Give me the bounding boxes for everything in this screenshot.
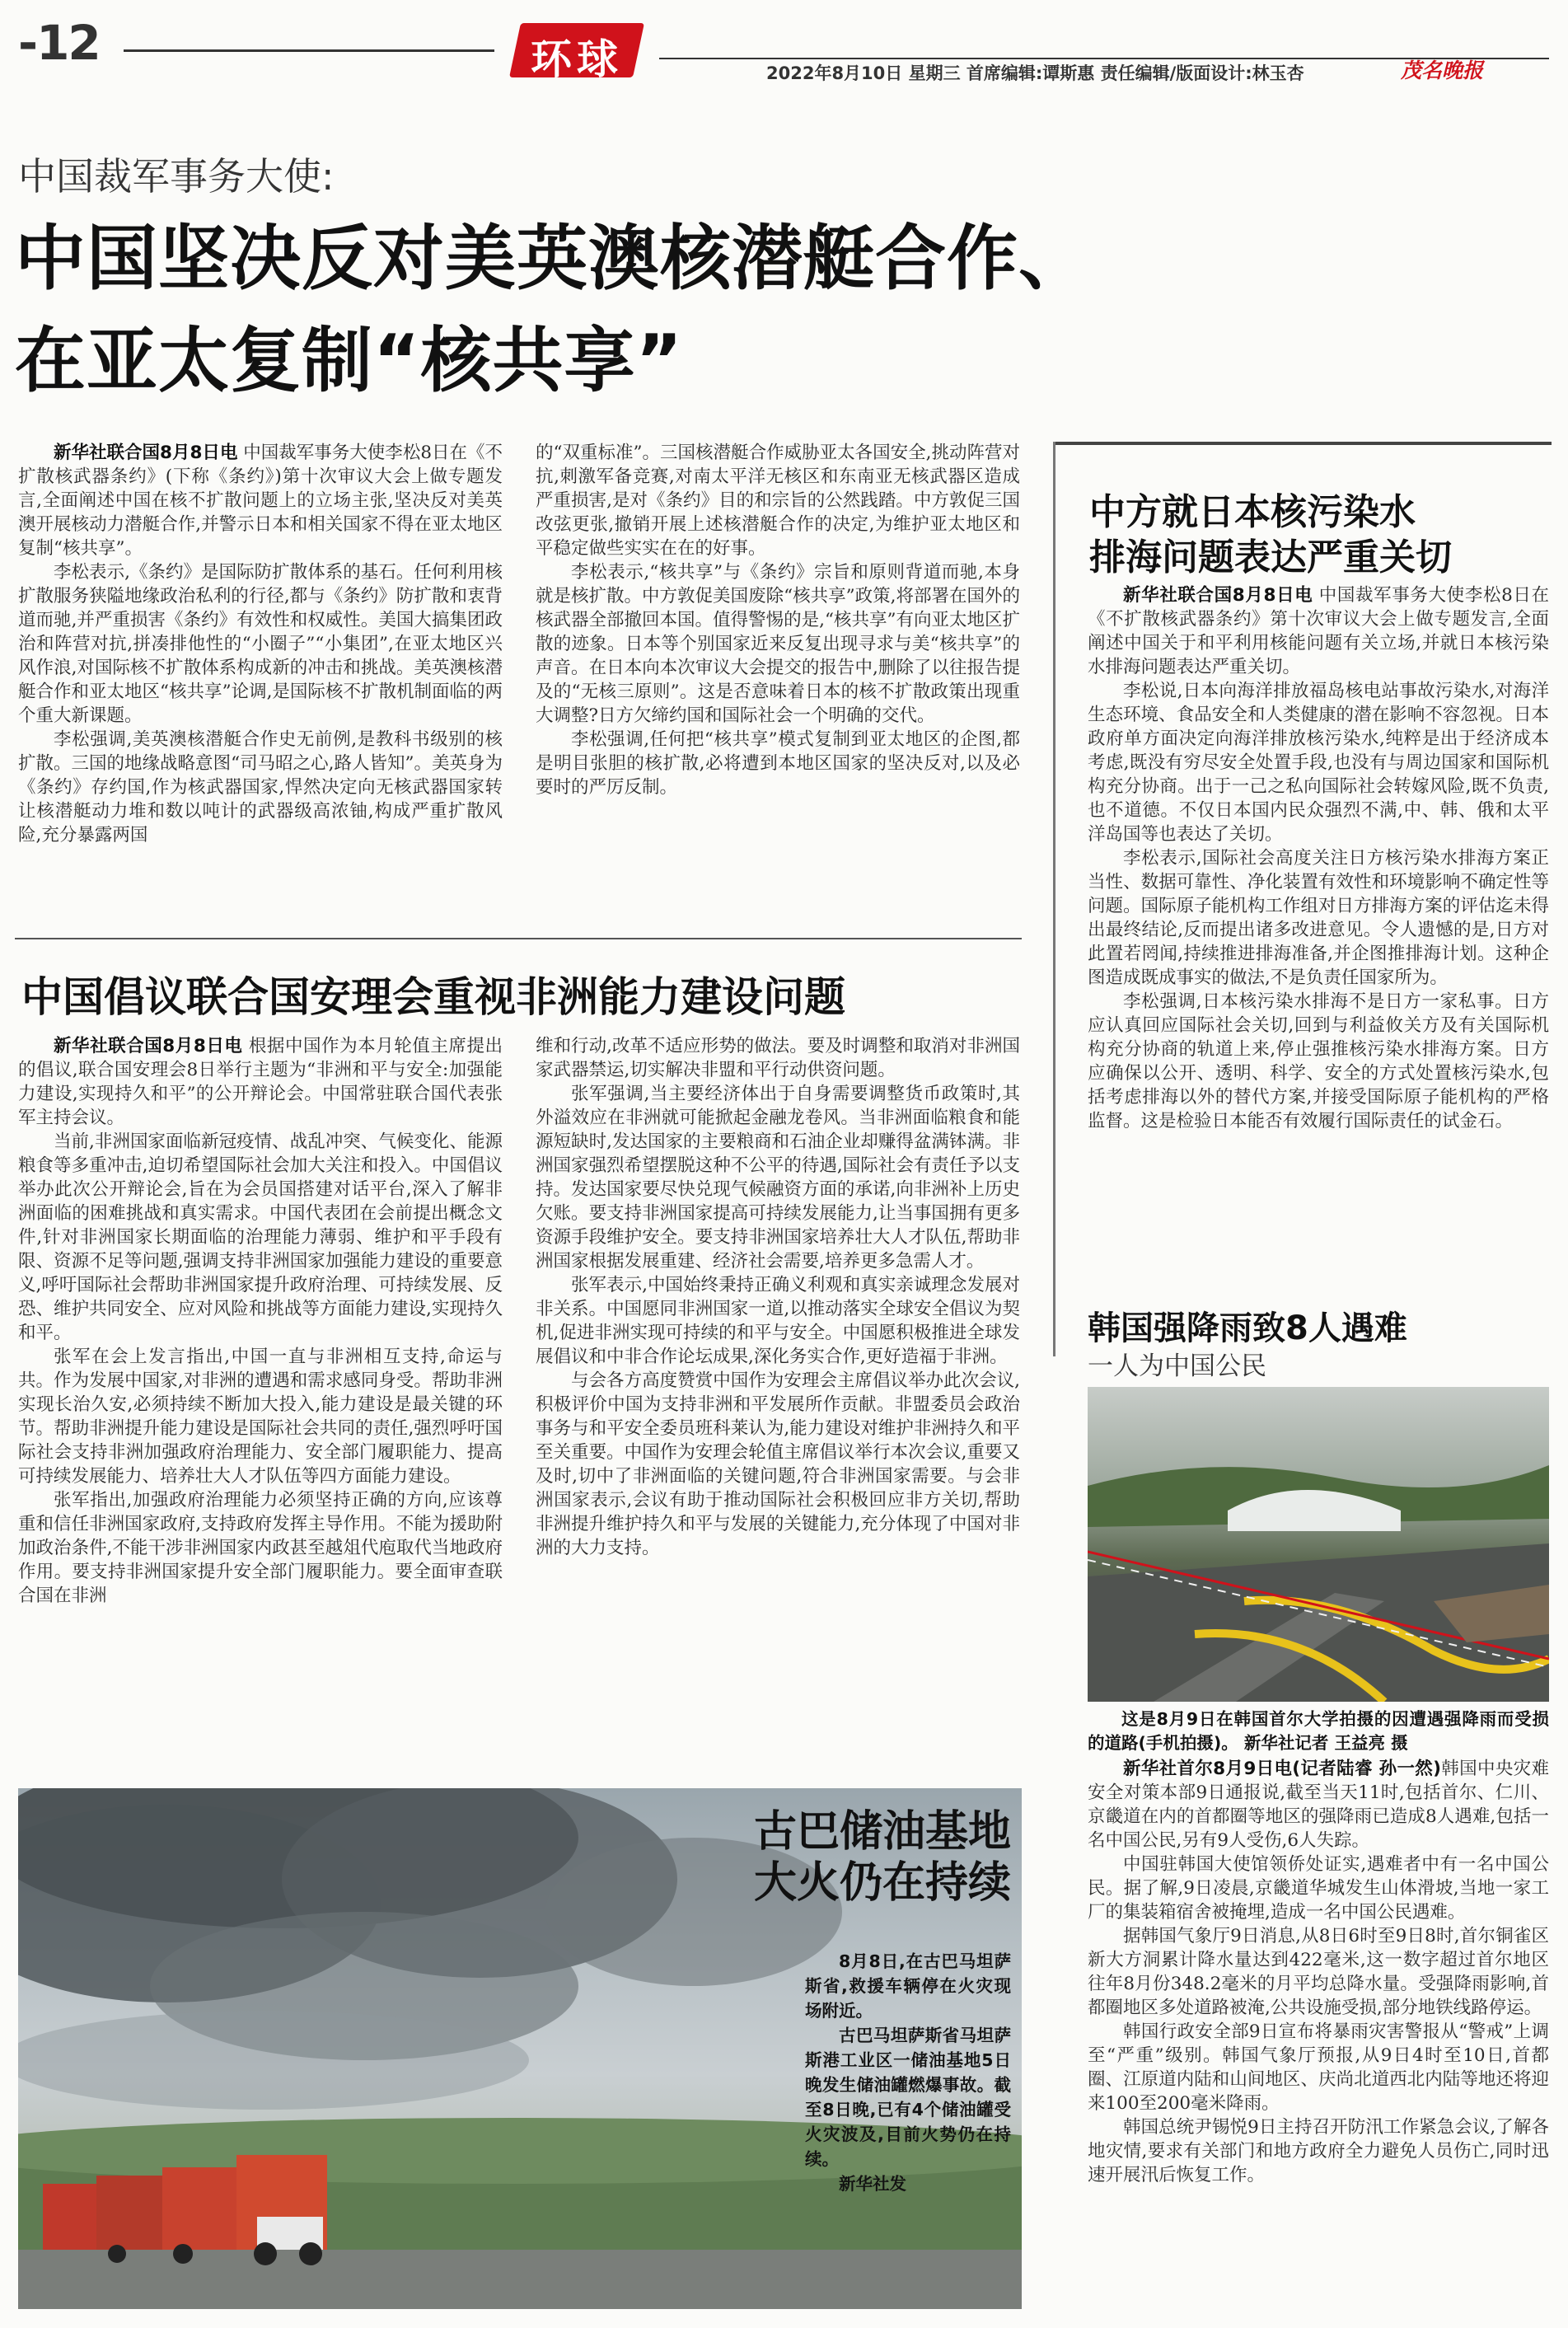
africa-para-5: 维和行动,改革不适应形势的做法。要及时调整和取消对非洲国家武器禁运,切实解决非盟和平行动供资问题。 — [536, 1036, 1020, 1080]
korea-para-2: 中国驻韩国大使馆领侨处证实,遇难者中有一名中国公民。据了解,9日凌晨,京畿道华城发生山体滑坡,当地一家工厂的集装箱宿舍被掩埋,造成一名中国公民遇难。 — [1088, 1854, 1549, 1923]
cuba-caption-2: 古巴马坦萨斯省马坦萨斯港工业区一储油基地5日晚发生储油罐燃爆事故。截至8日晚,已有4个储油罐受火灾波及,目前火势仍在持续。 — [805, 2026, 1011, 2169]
korea-photo-caption: 这是8月9日在韩国首尔大学拍摄的因遭遇强降雨而受损的道路(手机拍摄)。 新华社记者 王益亮 摄 — [1088, 1709, 1549, 1753]
divider-lead-africa — [15, 938, 1022, 939]
japan-dateline: 新华社联合国8月8日电 — [1123, 585, 1313, 606]
africa-dateline: 新华社联合国8月8日电 — [54, 1036, 243, 1056]
header-meta: 2022年8月10日 星期三 首席编辑:谭斯惠 责任编辑/版面设计:林玉杏 — [766, 63, 1304, 83]
cuba-headline-line2: 大火仍在持续 — [753, 1858, 1011, 1908]
japan-headline-line1: 中方就日本核污染水 — [1089, 491, 1416, 533]
lead-headline-line1: 中国坚决反对美英澳核潜艇合作、 — [15, 218, 1090, 300]
japan-headline-line2: 排海问题表达严重关切 — [1089, 536, 1452, 578]
africa-para-3: 张军在会上发言指出,中国一直与非洲相互支持,命运与共。作为发展中国家,对非洲的遭遇和需求感同身受。帮助非洲实现长治久安,必须持续不断加大投入,能力建设是最关键的环节。帮助非洲提升能力建设是国际社会共同的责任,强烈呼吁国际社会支持非洲加强政府治理能力、安全部门履职能力、提高可持续发展能力、培养壮大人才队伍等四方面能力建设。 — [18, 1347, 503, 1487]
korea-para-5: 韩国总统尹锡悦9日主持召开防汛工作紧急会议,了解各地灾情,要求有关部门和地方政府全力避免人员伤亡,同时迅速开展汛后恢复工作。 — [1088, 2117, 1550, 2185]
japan-para-1: 中国裁军事务大使李松8日在《不扩散核武器条约》第十次审议大会上做专题发言,全面阐述中国关于和平利用核能问题有关立场,并就日本核污染水排海问题表达严重关切。 — [1088, 585, 1550, 677]
section-badge — [515, 23, 639, 83]
africa-col2 — [536, 1034, 1020, 1560]
africa-para-4: 张军指出,加强政府治理能力必须坚持正确的方向,应该尊重和信任非洲国家政府,支持政府发挥主导作用。不能为援助附加政治条件,不能干涉非洲国家内政甚至越俎代庖取代当地政府作用。要支持非洲国家提升安全部门履职能力。要全面审查联合国在非洲 — [18, 1490, 503, 1606]
lead-col2 — [536, 441, 1020, 799]
japan-para-2: 李松说,日本向海洋排放福岛核电站事故污染水,对海洋生态环境、食品安全和人类健康的潜在影响不容忽视。日本政府单方面决定向海洋排放核污染水,纯粹是出于经济成本考虑,既没有穷尽安全处置手段,也没有与周边国家和国际机构充分协商。出于一己之私向国际社会转嫁风险,既不负责,也不道德。不仅日本国内民众强烈不满,中、韩、俄和太平洋岛国等也表达了关切。 — [1088, 681, 1549, 845]
page-number: -12 — [18, 15, 100, 71]
korea-para-1: 韩国中央灾难安全对策本部9日通报说,截至当天11时,包括首尔、仁川、京畿道在内的首都圈等地区的强降雨已造成8人遇难,包括一名中国公民,另有9人受伤,6人失踪。 — [1088, 1759, 1549, 1851]
korea-subhead: 一人为中国公民 — [1088, 1351, 1266, 1381]
cuba-caption-box — [805, 1949, 1011, 2196]
cuba-caption-credit: 新华社发 — [839, 2174, 906, 2194]
africa-para-6: 张军强调,当主要经济体出于自身需要调整货币政策时,其外溢效应在非洲就可能掀起金融龙卷风。当非洲面临粮食和能源短缺时,发达国家的主要粮商和石油企业却赚得盆满钵满。非洲国家强烈希望摆脱这种不公平的待遇,国际社会有责任予以支持。发达国家要尽快兑现气候融资方面的承诺,向非洲补上历史欠账。要支持非洲国家提高可持续发展能力,让当事国拥有更多资源手段维护安全。要支持非洲国家培养壮大人才队伍,帮助非洲国家根据发展重建、经济社会需要,培养更多急需人才。 — [536, 1084, 1020, 1272]
korea-photo — [1088, 1387, 1549, 1702]
lead-para-4: 的“双重标准”。三国核潜艇合作威胁亚太各国安全,挑动阵营对抗,刺激军备竞赛,对南太平洋无核区和东南亚无核武器区造成严重损害,是对《条约》目的和宗旨的公然践踏。中方敦促三国改弦更张,撤销开展上述核潜艇合作的决定,为维护亚太地区和平稳定做些实实在在的好事。 — [536, 443, 1020, 559]
korea-dateline: 新华社首尔8月9日电(记者陆睿 孙一然) — [1123, 1759, 1441, 1779]
lead-headline-line2: 在亚太复制“核共享” — [15, 320, 684, 402]
flooded-road-graphic — [1088, 1387, 1549, 1702]
africa-headline: 中国倡议联合国安理会重视非洲能力建设问题 — [21, 973, 845, 1021]
korea-headline: 韩国强降雨致8人遇难 — [1088, 1309, 1407, 1347]
right-column-top-rule — [1053, 442, 1552, 445]
japan-para-4: 李松强调,日本核污染水排海不是日方一家私事。日方应认真回应国际社会关切,回到与利益攸关方及有关国际机构充分协商的轨道上来,停止强推核污染水排海方案。日方应确保以公开、透明、科学、安全的方式处置核污染水,包括考虑排海以外的替代方案,并接受国际原子能机构的严格监督。这是检验日本能否有效履行国际责任的试金石。 — [1088, 991, 1549, 1131]
cuba-headline-box — [702, 1806, 1011, 1909]
korea-body — [1088, 1757, 1549, 2187]
right-column-side-rule — [1053, 442, 1055, 1356]
africa-para-7: 张军表示,中国始终秉持正确义利观和真实亲诚理念发展对非关系。中国愿同非洲国家一道,以推动落实全球安全倡议为契机,促进非洲实现可持续的和平与安全。中国愿积极推进全球发展倡议和中非合作论坛成果,深化务实合作,更好造福于非洲。 — [536, 1275, 1020, 1367]
lead-dateline: 新华社联合国8月8日电 — [54, 443, 238, 463]
cuba-photo — [18, 1788, 1022, 2309]
japan-para-3: 李松表示,国际社会高度关注日方核污染水排海方案正当性、数据可靠性、净化装置有效性和环境影响不确定性等问题。国际原子能机构工作组对日方排海方案的评估迄未得出最终结论,反而提出诸多改进意见。令人遗憾的是,日方对此置若罔闻,持续推进排海准备,并企图推排海计划。这种企图造成既成事实的做法,不是负责任国家所为。 — [1088, 848, 1549, 988]
africa-para-1: 根据中国作为本月轮值主席提出的倡议,联合国安理会8日举行主题为“非洲和平与安全:加强能力建设,实现持久和平”的公开辩论会。中国常驻联合国代表张军主持会议。 — [18, 1036, 503, 1128]
africa-para-2: 当前,非洲国家面临新冠疫情、战乱冲突、气候变化、能源粮食等多重冲击,迫切希望国际社会加大关注和投入。中国倡议举办此次公开辩论会,旨在为会员国搭建对话平台,深入了解非洲面临的困难挑战和真实需求。中国代表团在会前提出概念文件,针对非洲国家长期面临的治理能力薄弱、维护和平手段有限、资源不足等问题,强调支持非洲国家加强能力建设的重要意义,呼吁国际社会帮助非洲国家提升政府治理、可持续发展、反恐、维护共同安全、应对风险和挑战等方面能力建设,实现持久和平。 — [18, 1131, 503, 1343]
section-title: 环球 — [531, 35, 623, 83]
cuba-caption-1: 8月8日,在古巴马坦萨斯省,救援车辆停在火灾现场附近。 — [805, 1951, 1011, 2021]
korea-para-4: 韩国行政安全部9日宣布将暴雨灾害警报从“警戒”上调至“严重”级别。韩国气象厅预报,从9日4时至10日,首都圈、江原道内陆和山间地区、庆尚北道西北内陆等地还将迎来100至200毫米降雨。 — [1088, 2021, 1549, 2114]
africa-para-8: 与会各方高度赞赏中国作为安理会主席倡议举办此次会议,积极评价中国为支持非洲和平发展所作贡献。非盟委员会政治事务与和平安全委员班科莱认为,能力建设对维护非洲持久和平至关重要。中国作为安理会轮值主席倡议举行本次会议,重要又及时,切中了非洲面临的关键问题,符合非洲国家需要。与会非洲国家表示,会议有助于推动国际社会积极回应非方关切,帮助非洲提升维护持久和平与发展的关键能力,充分体现了中国对非洲的大力支持。 — [536, 1370, 1020, 1558]
africa-col1 — [18, 1034, 503, 1608]
korea-para-3: 据韩国气象厅9日消息,从8日6时至9日8时,首尔铜雀区新大方洞累计降水量达到422毫米,这一数字超过首尔地区往年8月份348.2毫米的月平均总降水量。受强降雨影响,首都圈地区多处道路被淹,公共设施受损,部分地铁线路停运。 — [1088, 1926, 1549, 2018]
lead-para-6: 李松强调,任何把“核共享”模式复制到亚太地区的企图,都是明目张胆的核扩散,必将遭到本地区国家的坚决反对,以及必要时的严厉反制。 — [536, 729, 1020, 798]
lead-col1 — [18, 441, 503, 847]
lead-para-2: 李松表示,《条约》是国际防扩散体系的基石。任何利用核扩散服务狭隘地缘政治私利的行径,都与《条约》防扩散和衷背道而驰,并严重损害《条约》有效性和权威性。美国大搞集团政治和阵营对抗,拼凑排他性的“小圈子”“小集团”,在亚太地区兴风作浪,对国际核不扩散体系构成新的冲击和挑战。美英澳核潜艇合作和亚太地区“核共享”论调,是国际核不扩散机制面临的两个重大新课题。 — [18, 562, 503, 726]
masthead-logo: 茂名晚报 — [1401, 59, 1484, 82]
lead-kicker: 中国裁军事务大使: — [18, 154, 335, 199]
lead-para-1: 中国裁军事务大使李松8日在《不扩散核武器条约》(下称《条约》)第十次审议大会上做专题发言,全面阐述中国在核不扩散问题上的立场主张,坚决反对美英澳开展核动力潜艇合作,并警示日本和相关国家不得在亚太地区复制“核共享”。 — [18, 443, 503, 559]
lead-para-3: 李松强调,美英澳核潜艇合作史无前例,是教科书级别的核扩散。三国的地缘战略意图“司马昭之心,路人皆知”。美英身为《条约》存约国,作为核武器国家,悍然决定向无核武器国家转让核潜艇动力堆和数以吨计的武器级高浓铀,构成严重扩散风险,充分暴露两国 — [18, 729, 503, 845]
cuba-headline-line1: 古巴储油基地 — [753, 1807, 1011, 1857]
japan-body — [1088, 583, 1549, 1133]
lead-para-5: 李松表示,“核共享”与《条约》宗旨和原则背道而驰,本身就是核扩散。中方敦促美国废除“核共享”政策,将部署在国外的核武器全部撤回本国。值得警惕的是,“核共享”有向亚太地区扩散的迹象。日本等个别国家近来反复出现寻求与美“核共享”的声音。在日本向本次审议大会提交的报告中,删除了以往报告提及的“无核三原则”。这是否意味着日本的核不扩散政策出现重大调整?日方欠缔约国和国际社会一个明确的交代。 — [536, 562, 1020, 726]
header-rule-left — [124, 49, 494, 52]
